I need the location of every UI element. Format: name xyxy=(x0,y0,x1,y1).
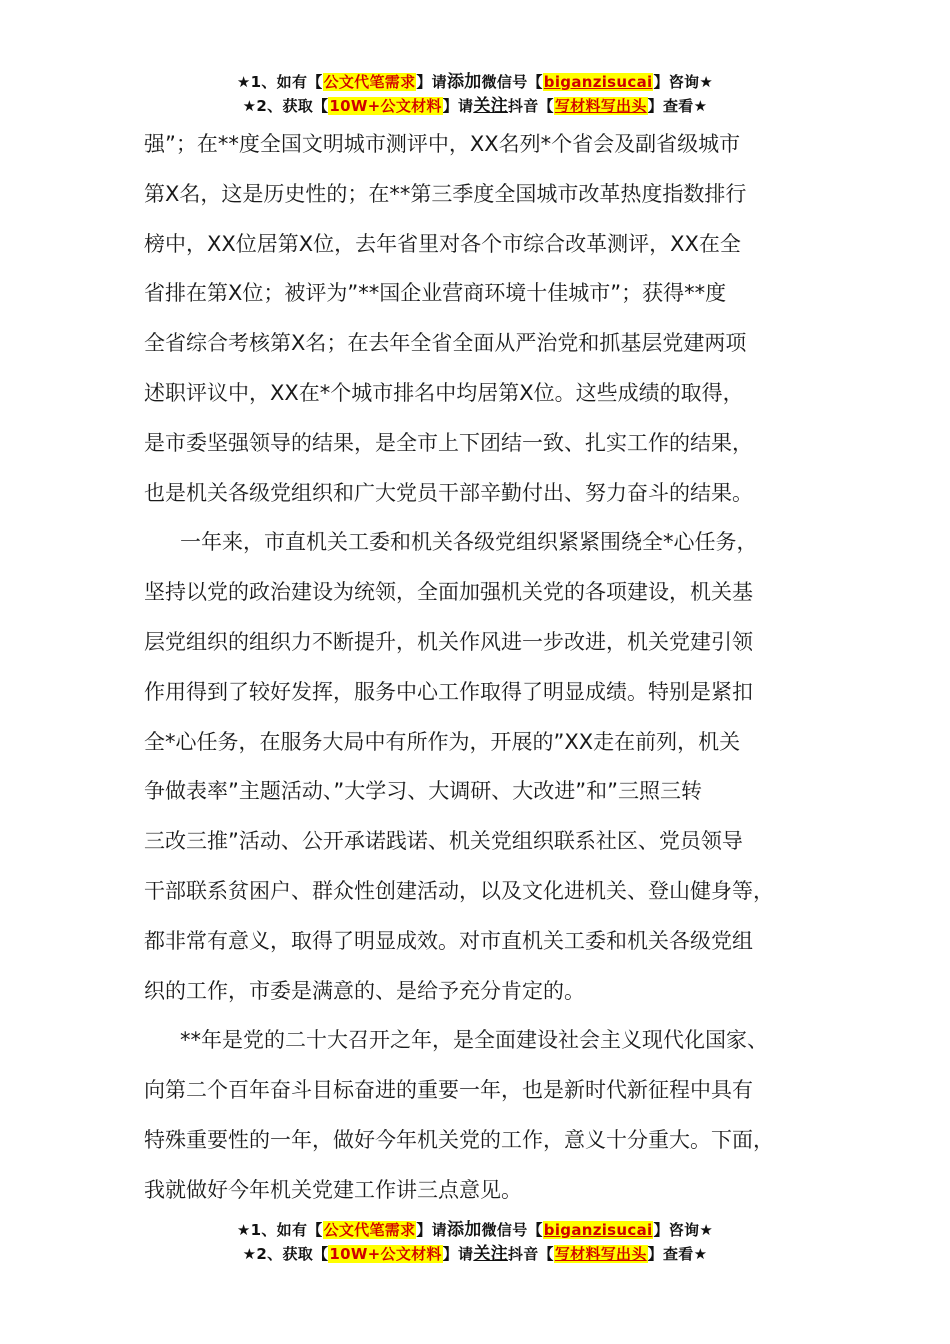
promo-highlight: 公文代笔需求 xyxy=(323,1221,416,1239)
wechat-id-highlight: biganzisucai xyxy=(543,73,653,91)
text-line: 第X名，这是历史性的；在**第三季度全国城市改革热度指数排行 xyxy=(144,181,747,206)
promo-banner-bottom xyxy=(0,1218,950,1266)
promo-highlight: 公文代笔需求 xyxy=(323,73,416,91)
text-line: 层党组织的组织力不断提升，机关作风进一步改进，机关党建引领 xyxy=(144,629,753,654)
promo-text: 】查看★ xyxy=(647,1245,708,1263)
text-line: 织的工作，市委是满意的、是给予充分肯定的。 xyxy=(144,978,585,1003)
wechat-id-highlight: biganzisucai xyxy=(543,1221,653,1239)
text-line: 争做表率”主题活动、”大学习、大调研、大改进”和”三照三转 xyxy=(144,779,703,804)
document-body xyxy=(144,120,834,1216)
promo-line-1 xyxy=(0,1218,950,1242)
text-line: 榜中，XX位居第X位，去年省里对各个市综合改革测评，XX在全 xyxy=(144,231,741,256)
promo-text: 微信号【 xyxy=(481,1221,543,1239)
text-line: 都非常有意义，取得了明显成效。对市直机关工委和机关各级党组 xyxy=(144,928,753,953)
promo-text: 微信号【 xyxy=(481,73,543,91)
text-line: 坚持以党的政治建设为统领，全面加强机关党的各项建设，机关基 xyxy=(144,580,753,605)
promo-highlight: 10W+公文材料 xyxy=(329,1245,442,1263)
text-line: 作用得到了较好发挥，服务中心工作取得了明显成绩。特别是紧扣 xyxy=(144,679,753,704)
text-line: 是市委坚强领导的结果，是全市上下团结一致、扎实工作的结果， xyxy=(144,430,753,455)
promo-text: ★2、获取【 xyxy=(242,1245,329,1263)
promo-text: 】请 xyxy=(442,97,474,115)
text-line: 我就做好今年机关党建工作讲三点意见。 xyxy=(144,1177,522,1202)
promo-text: ★2、获取【 xyxy=(242,97,329,115)
promo-text: 】咨询★ xyxy=(653,73,714,91)
promo-text: 】请 xyxy=(442,1245,474,1263)
promo-text-emphasis: 添加 xyxy=(446,1220,482,1240)
promo-text-emphasis: 关注 xyxy=(473,1244,508,1264)
text-line: 全省综合考核第X名；在去年全省全面从严治党和抓基层党建两项 xyxy=(144,331,747,356)
text-line: 向第二个百年奋斗目标奋进的重要一年，也是新时代新征程中具有 xyxy=(144,1078,753,1103)
promo-line-2 xyxy=(0,94,950,118)
promo-text: 】请 xyxy=(416,1221,447,1239)
paragraph-start-line: 一年来，市直机关工委和机关各级党组织紧紧围绕全*心任务， xyxy=(180,530,758,555)
text-line: 也是机关各级党组织和广大党员干部辛勤付出、努力奋斗的结果。 xyxy=(144,480,753,505)
promo-text-emphasis: 添加 xyxy=(446,72,482,92)
promo-text: ★1、如有【 xyxy=(236,1221,323,1239)
promo-text: ★1、如有【 xyxy=(236,73,323,91)
text-line: 特殊重要性的一年，做好今年机关党的工作，意义十分重大。下面， xyxy=(144,1127,774,1152)
promo-banner-top xyxy=(0,70,950,118)
text-line: 干部联系贫困户、群众性创建活动，以及文化进机关、登山健身等， xyxy=(144,878,774,903)
promo-highlight: 10W+公文材料 xyxy=(329,97,442,115)
text-line: 述职评议中，XX在*个城市排名中均居第X位。这些成绩的取得， xyxy=(144,380,744,405)
promo-text: 】查看★ xyxy=(647,97,708,115)
text-line: 三改三推”活动、公开承诺践诺、机关党组织联系社区、党员领导 xyxy=(144,829,743,854)
promo-line-1 xyxy=(0,70,950,94)
promo-text: 】请 xyxy=(416,73,447,91)
paragraph-start-line: **年是党的二十大召开之年，是全面建设社会主义现代化国家、 xyxy=(180,1028,768,1053)
text-line: 全*心任务，在服务大局中有所作为，开展的”XX走在前列，机关 xyxy=(144,729,741,754)
promo-text: 抖音【 xyxy=(507,1245,554,1263)
promo-text-emphasis: 关注 xyxy=(473,96,508,116)
douyin-id-highlight: 写材料写出头 xyxy=(554,97,647,115)
promo-text: 】咨询★ xyxy=(653,1221,714,1239)
douyin-id-highlight: 写材料写出头 xyxy=(554,1245,647,1263)
text-line: 强”；在**度全国文明城市测评中，XX名列*个省会及副省级城市 xyxy=(144,132,741,156)
promo-line-2 xyxy=(0,1242,950,1266)
text-line: 省排在第X位；被评为”**国企业营商环境十佳城市”；获得**度 xyxy=(144,281,727,306)
promo-text: 抖音【 xyxy=(507,97,554,115)
